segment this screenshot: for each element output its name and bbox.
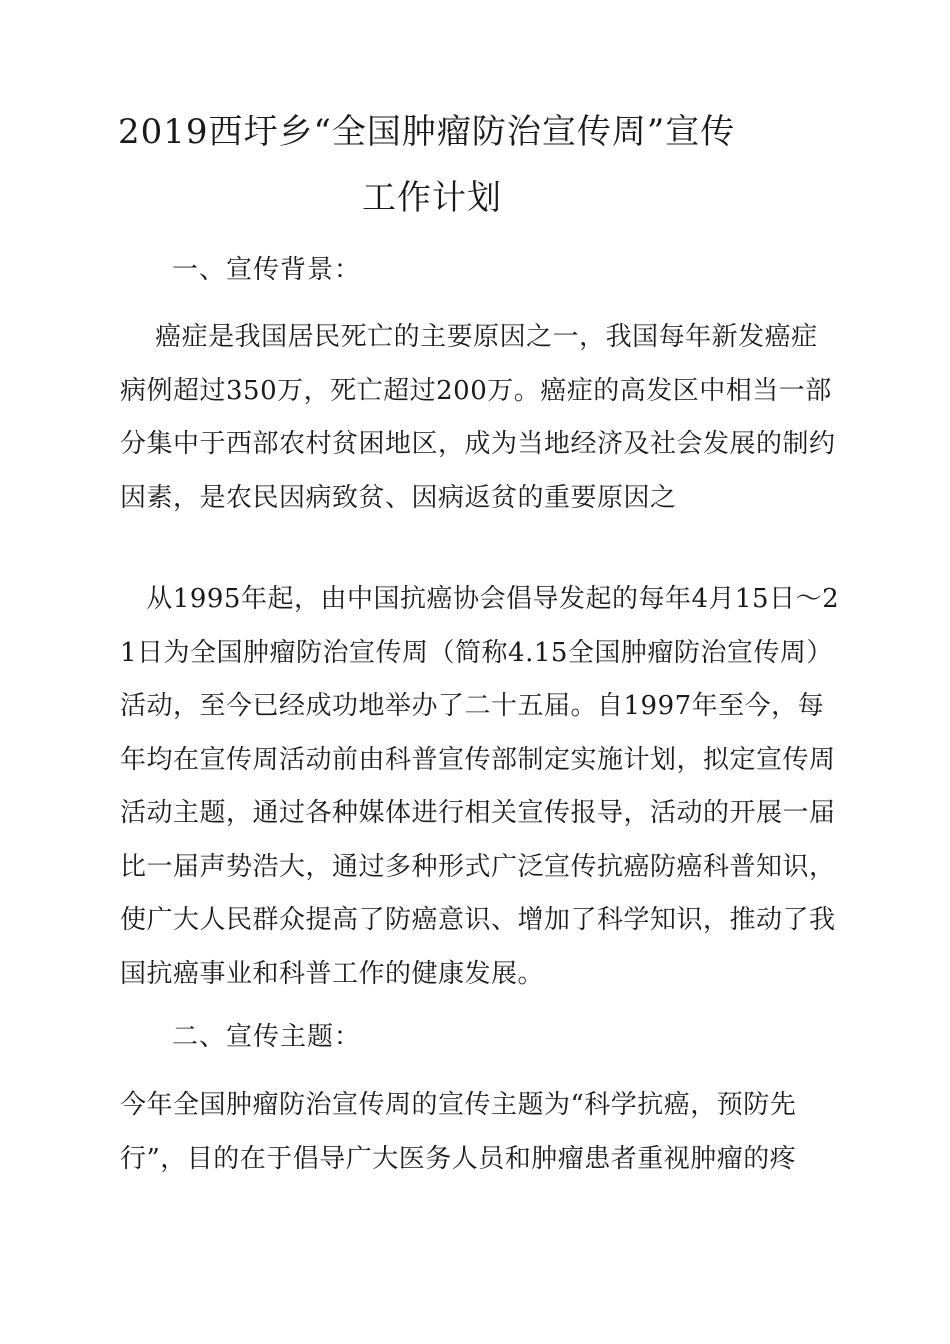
section-heading-background: 一、宣传背景： <box>172 255 362 285</box>
document-title-line-1: 2019西圩乡“全国肿瘤防治宣传周”宣传 <box>118 112 736 152</box>
section-heading-theme: 二、宣传主题： <box>172 1022 362 1052</box>
paragraph-cancer-statistics: 癌症是我国居民死亡的主要原因之一，我国每年新发癌症病例超过350万，死亡超过200万。癌症的高发区中相当一部分集中于西部农村贫困地区，成为当地经济及社会发展的制约因素，是农民因病致贫、因病返贫的重要原因之 <box>120 322 836 513</box>
paragraph-campaign-history: 从1995年起，由中国抗癌协会倡导发起的每年4月15日～21日为全国肿瘤防治宣传周（简称4.15全国肿瘤防治宣传周）活动，至今已经成功地举办了二十五届。自1997年至今，每年均在宣传周活动前由科普宣传部制定实施计划，拟定宣传周活动主题，通过各种媒体进行相关宣传报导，活动的开展一届比一届声势浩大，通过多种形式广泛宣传抗癌防癌科普知识，使广大人民群众提高了防癌意识、增加了科学知识，推动了我国抗癌事业和科普工作的健康发展。 <box>120 584 840 989</box>
document-title-line-2: 工作计划 <box>362 178 502 218</box>
paragraph-campaign-theme: 今年全国肿瘤防治宣传周的宣传主题为“科学抗癌，预防先行”，目的在于倡导广大医务人员和肿瘤患者重视肿瘤的疼 <box>120 1090 797 1174</box>
